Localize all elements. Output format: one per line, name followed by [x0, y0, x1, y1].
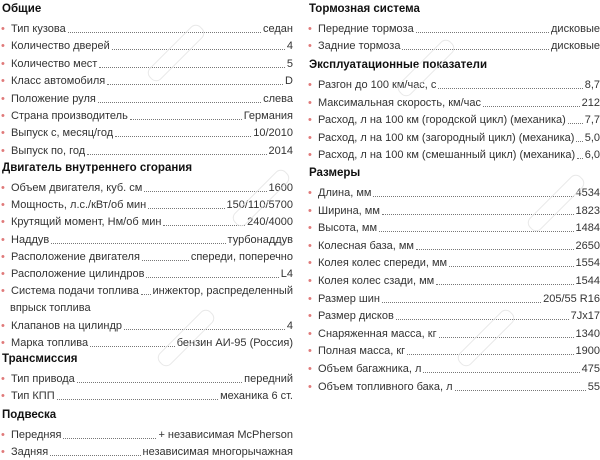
dot-leader — [423, 372, 579, 373]
spec-value: 2014 — [268, 144, 293, 157]
spec-value: передний — [244, 373, 293, 385]
bullet-icon: • — [1, 233, 5, 246]
spec-row — [0, 197, 293, 213]
bullet-icon: • — [308, 114, 312, 127]
bullet-icon: • — [308, 310, 312, 323]
spec-row — [307, 77, 600, 93]
bullet-icon: • — [308, 257, 312, 270]
spec-label: Положение руля — [11, 92, 96, 105]
spec-row — [0, 180, 293, 196]
spec-value: слева — [263, 92, 293, 105]
spec-label: Страна производитель — [11, 110, 128, 122]
spec-row — [0, 38, 293, 54]
section-heading: Подвеска — [2, 409, 57, 421]
spec-row — [307, 112, 600, 128]
spec-label: Передняя — [11, 429, 62, 441]
spec-value: 1484 — [575, 222, 600, 235]
spec-row — [307, 326, 600, 342]
spec-value: 1340 — [575, 327, 600, 340]
dot-leader — [577, 158, 583, 159]
spec-value: седан — [263, 23, 293, 35]
bullet-icon: • — [1, 285, 5, 298]
dot-leader — [87, 154, 266, 155]
spec-row — [0, 125, 293, 141]
dot-leader — [568, 123, 583, 124]
spec-label: Марка топлива — [11, 336, 89, 349]
spec-row — [0, 91, 293, 107]
spec-value: 7Jx17 — [570, 310, 600, 323]
spec-value: 205/55 R16 — [543, 292, 600, 305]
spec-value: турбонаддув — [227, 233, 293, 246]
spec-row — [307, 147, 600, 163]
dot-leader — [112, 49, 285, 50]
bullet-icon: • — [1, 92, 5, 105]
bullet-icon: • — [1, 250, 5, 263]
dot-leader — [130, 119, 242, 120]
bullet-icon: • — [308, 204, 312, 217]
bullet-icon: • — [1, 336, 5, 349]
dot-leader — [142, 260, 189, 261]
dot-leader — [436, 284, 573, 285]
dot-leader — [396, 319, 569, 320]
spec-label: Расход, л на 100 км (загородный цикл) (механика) — [318, 131, 575, 144]
dot-leader — [63, 438, 156, 439]
bullet-icon: • — [308, 79, 312, 91]
spec-label: Тип КПП — [11, 390, 55, 403]
spec-value: дисковые — [551, 23, 600, 35]
dot-leader — [382, 214, 574, 215]
dot-leader — [402, 49, 549, 50]
spec-value: 7,7 — [584, 114, 600, 127]
bullet-icon: • — [308, 275, 312, 287]
spec-row — [307, 291, 600, 307]
spec-row — [307, 130, 600, 146]
dot-leader — [382, 302, 541, 303]
spec-value: D — [285, 75, 293, 88]
spec-row — [0, 56, 293, 72]
dot-leader — [90, 346, 175, 347]
spec-value: 2650 — [575, 239, 600, 252]
bullet-icon: • — [1, 75, 5, 88]
spec-label: Колея колес спереди, мм — [318, 257, 448, 270]
spec-row — [307, 203, 600, 219]
bullet-icon: • — [308, 292, 312, 305]
bullet-icon: • — [1, 57, 5, 70]
spec-row — [0, 21, 293, 37]
spec-label: Тип привода — [11, 373, 75, 385]
spec-label: Высота, мм — [318, 222, 378, 235]
spec-label: Размер дисков — [318, 310, 394, 323]
dot-leader — [77, 382, 242, 383]
dot-leader — [141, 294, 151, 295]
spec-label: Размер шин — [318, 292, 380, 305]
dot-leader — [163, 225, 245, 226]
bullet-icon: • — [1, 110, 5, 122]
dot-leader — [438, 88, 582, 89]
spec-value: 4534 — [575, 187, 600, 199]
spec-value: спереди, поперечно — [190, 250, 293, 263]
dot-leader — [50, 455, 140, 456]
spec-row — [307, 95, 600, 111]
spec-value: Германия — [243, 110, 293, 122]
spec-row — [307, 38, 600, 54]
spec-row — [307, 273, 600, 289]
spec-value: 4 — [286, 319, 293, 332]
spec-value: бензин АИ-95 (Россия) — [176, 336, 293, 349]
dot-leader — [68, 32, 261, 33]
dot-leader — [146, 277, 278, 278]
bullet-icon: • — [1, 390, 5, 403]
bullet-icon: • — [308, 380, 312, 393]
section-heading: Трансмиссия — [2, 353, 78, 365]
spec-row — [0, 108, 293, 124]
spec-value-continuation: впрыск топлива — [10, 302, 91, 315]
bullet-icon: • — [308, 187, 312, 199]
spec-row — [307, 220, 600, 236]
spec-row — [0, 444, 293, 460]
dot-leader — [439, 337, 574, 338]
spec-value: независимая многорычажная — [142, 446, 293, 459]
spec-label: Разгон до 100 км/час, с — [318, 79, 437, 91]
dot-leader — [373, 196, 573, 197]
dot-leader — [57, 399, 218, 400]
spec-row — [0, 143, 293, 159]
section-heading: Общие — [2, 3, 42, 15]
spec-label: Класс автомобиля — [11, 75, 106, 88]
spec-row — [0, 283, 293, 299]
spec-row — [0, 388, 293, 404]
spec-value: 1600 — [268, 182, 293, 194]
bullet-icon: • — [1, 446, 5, 459]
bullet-icon: • — [1, 216, 5, 229]
spec-label: Объем багажника, л — [318, 363, 422, 375]
spec-label: Длина, мм — [318, 187, 372, 199]
spec-label: Расход, л на 100 км (городской цикл) (механика) — [318, 114, 566, 127]
spec-value: 6,0 — [584, 149, 600, 162]
dot-leader — [99, 67, 285, 68]
spec-value: 1554 — [575, 257, 600, 270]
spec-label: Наддув — [11, 233, 50, 246]
dot-leader — [51, 243, 225, 244]
dot-leader — [379, 231, 574, 232]
spec-label: Количество дверей — [11, 40, 110, 53]
spec-value: 150/110/5700 — [226, 199, 293, 212]
bullet-icon: • — [308, 239, 312, 252]
spec-label: Мощность, л.с./кВт/об мин — [11, 199, 147, 212]
spec-label: Полная масса, кг — [318, 345, 406, 358]
dot-leader — [416, 32, 549, 33]
spec-value: 55 — [587, 380, 600, 393]
bullet-icon: • — [308, 327, 312, 340]
bullet-icon: • — [1, 319, 5, 332]
spec-label: Передние тормоза — [318, 23, 414, 35]
bullet-icon: • — [308, 40, 312, 53]
spec-row — [307, 343, 600, 359]
bullet-icon: • — [1, 127, 5, 140]
bullet-icon: • — [308, 131, 312, 144]
spec-value: 1544 — [575, 275, 600, 287]
spec-value: 1900 — [575, 345, 600, 358]
spec-row — [0, 427, 293, 443]
bullet-icon: • — [308, 149, 312, 162]
spec-row — [0, 232, 293, 248]
spec-value: 475 — [581, 363, 600, 375]
spec-row — [307, 361, 600, 377]
dot-leader — [115, 136, 251, 137]
spec-row — [307, 255, 600, 271]
dot-leader — [449, 266, 573, 267]
spec-label: Задняя — [11, 446, 49, 459]
dot-leader — [107, 84, 283, 85]
spec-row — [0, 318, 293, 334]
bullet-icon: • — [1, 268, 5, 280]
spec-label: Выпуск с, месяц/год — [11, 127, 114, 140]
spec-value: 8,7 — [584, 79, 600, 91]
spec-value: 5 — [286, 57, 293, 70]
spec-row — [307, 21, 600, 37]
dot-leader — [407, 354, 573, 355]
spec-label: Расход, л на 100 км (смешанный цикл) (механика) — [318, 149, 576, 162]
dot-leader — [148, 208, 224, 209]
bullet-icon: • — [1, 23, 5, 35]
spec-value: 5,0 — [584, 131, 600, 144]
spec-label: Ширина, мм — [318, 204, 380, 217]
spec-label: Расположение двигателя — [11, 250, 140, 263]
spec-label: Выпуск по, год — [11, 144, 86, 157]
dot-leader — [455, 390, 586, 391]
spec-value: инжектор, распределенный — [152, 285, 293, 298]
dot-leader — [483, 106, 580, 107]
bullet-icon: • — [308, 345, 312, 358]
spec-label: Клапанов на цилиндр — [11, 319, 122, 332]
spec-label: Расположение цилиндров — [11, 268, 145, 280]
spec-label: Колея колес сзади, мм — [318, 275, 435, 287]
spec-label: Максимальная скорость, км/час — [318, 96, 481, 109]
spec-value: 240/4000 — [247, 216, 293, 229]
section-heading: Эксплуатационные показатели — [309, 59, 488, 71]
spec-value: 10/2010 — [253, 127, 293, 140]
spec-value: дисковые — [551, 40, 600, 53]
spec-row — [0, 266, 293, 282]
spec-label: Количество мест — [11, 57, 98, 70]
section-heading: Размеры — [309, 167, 361, 179]
spec-label: Объем двигателя, куб. см — [11, 182, 143, 194]
spec-value: механика 6 ст. — [220, 390, 293, 403]
spec-row — [0, 73, 293, 89]
dot-leader — [416, 249, 574, 250]
bullet-icon: • — [1, 429, 5, 441]
spec-label: Задние тормоза — [318, 40, 401, 53]
bullet-icon: • — [308, 23, 312, 35]
bullet-icon: • — [1, 40, 5, 53]
spec-label: Снаряженная масса, кг — [318, 327, 437, 340]
spec-value: 4 — [286, 40, 293, 53]
spec-row — [307, 379, 600, 395]
spec-label: Система подачи топлива — [11, 285, 139, 298]
spec-row — [0, 335, 293, 351]
spec-value: 1823 — [575, 204, 600, 217]
bullet-icon: • — [1, 199, 5, 212]
spec-label: Тип кузова — [11, 23, 66, 35]
bullet-icon: • — [1, 182, 5, 194]
dot-leader — [576, 141, 582, 142]
spec-row — [0, 371, 293, 387]
bullet-icon: • — [1, 144, 5, 157]
dot-leader — [144, 191, 266, 192]
bullet-icon: • — [308, 96, 312, 109]
spec-label: Объем топливного бака, л — [318, 380, 453, 393]
dot-leader — [124, 329, 285, 330]
bullet-icon: • — [1, 373, 5, 385]
spec-row — [0, 214, 293, 230]
dot-leader — [98, 102, 261, 103]
spec-row — [307, 308, 600, 324]
spec-label: Крутящий момент, Нм/об мин — [11, 216, 162, 229]
spec-row — [307, 185, 600, 201]
spec-row — [0, 249, 293, 265]
bullet-icon: • — [308, 363, 312, 375]
section-heading: Двигатель внутреннего сгорания — [2, 162, 193, 174]
spec-label: Колесная база, мм — [318, 239, 414, 252]
spec-value: 212 — [581, 96, 600, 109]
spec-row — [307, 238, 600, 254]
bullet-icon: • — [308, 222, 312, 235]
spec-value: L4 — [280, 268, 293, 280]
spec-value: + независимая McPherson — [158, 429, 293, 441]
section-heading: Тормозная система — [309, 3, 420, 15]
